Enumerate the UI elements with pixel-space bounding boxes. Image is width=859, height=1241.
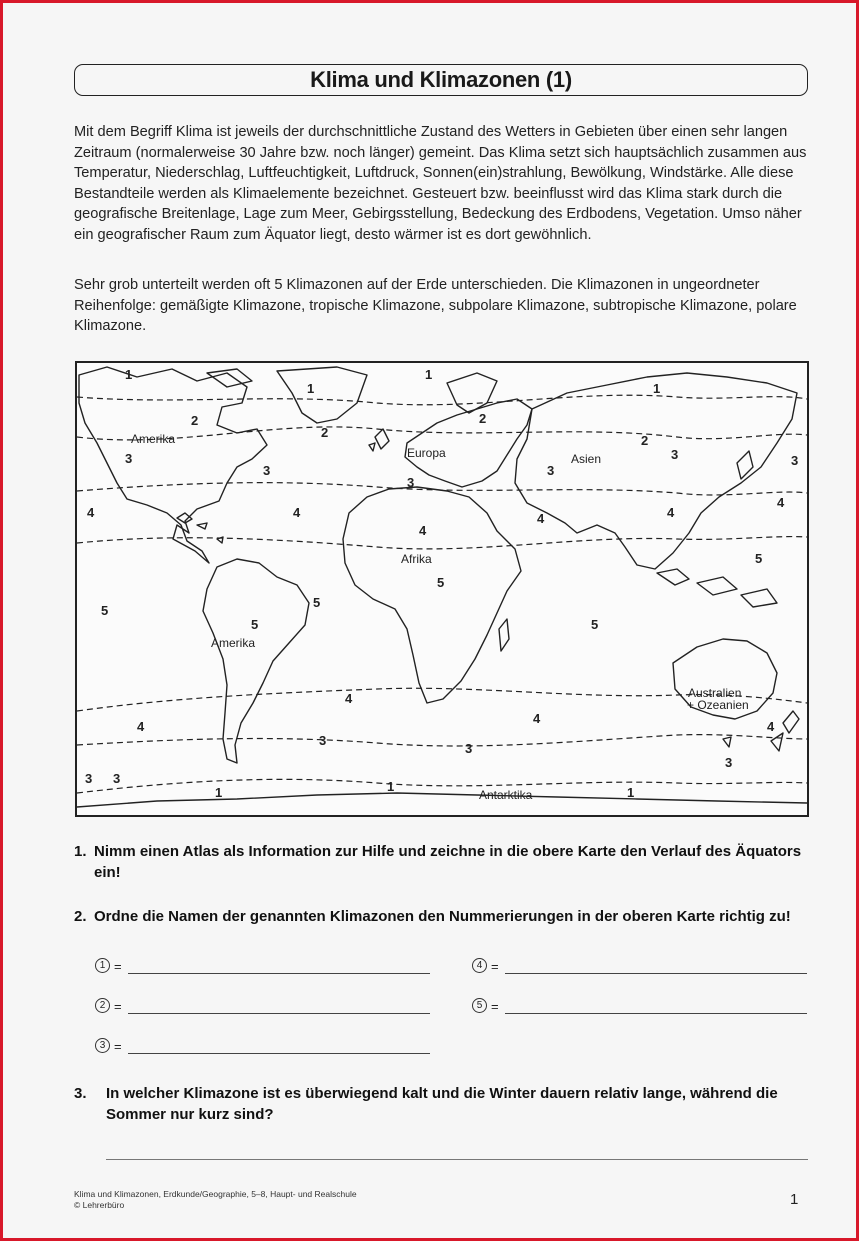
answer-line-1[interactable] xyxy=(128,972,430,974)
intro-paragraph-2: Sehr grob unterteilt werden oft 5 Klimazonen auf der Erde unterschieden. Die Klimazonen in ungeordneter Reihenfolge: gemäßigte Klimazone, tropische Klimazone, subpolare Klimazone, subtropische Klimazone, polare Klimazone. xyxy=(74,277,797,335)
label-oceania: + Ozeanien xyxy=(687,698,749,712)
zone-number: 5 xyxy=(755,551,763,566)
label-antarctica: Antarktika xyxy=(479,788,533,802)
answer-number-2: 2 xyxy=(95,998,110,1013)
footer xyxy=(74,1189,357,1211)
climate-zone-map xyxy=(75,361,809,817)
answer-row-1 xyxy=(95,954,430,976)
boundary-line-7 xyxy=(77,779,807,793)
zone-number: 5 xyxy=(591,617,599,632)
zone-number: 4 xyxy=(345,691,353,706)
answer-row-3 xyxy=(95,1034,430,1056)
question-1 xyxy=(74,841,814,883)
zone-number: 5 xyxy=(313,595,321,610)
new-zealand-outline xyxy=(771,711,799,751)
answer-equals: = xyxy=(491,999,499,1014)
answer-equals: = xyxy=(114,999,122,1014)
britain-outline xyxy=(369,429,389,451)
question-1-text: Nimm einen Atlas als Information zur Hilfe und zeichne in die obere Karte den Verlauf des Äquators ein! xyxy=(94,843,802,881)
zone-number: 4 xyxy=(767,719,775,734)
question-1-number: 1. xyxy=(74,843,87,860)
answer-line-2[interactable] xyxy=(128,1012,430,1014)
answer-row-2 xyxy=(95,994,430,1016)
zone-number: 3 xyxy=(791,453,799,468)
north-america-outline xyxy=(79,367,267,563)
zone-number: 4 xyxy=(537,511,545,526)
label-south-america: Amerika xyxy=(211,636,256,650)
scandinavia-outline xyxy=(447,373,497,413)
zone-number: 1 xyxy=(653,381,661,396)
zone-number: 4 xyxy=(533,711,541,726)
zone-number: 4 xyxy=(137,719,145,734)
zone-number: 3 xyxy=(319,733,327,748)
zone-number: 3 xyxy=(113,771,121,786)
zone-number: 2 xyxy=(641,433,649,448)
zone-number: 5 xyxy=(437,575,445,590)
question-3-answer-line[interactable] xyxy=(106,1159,808,1160)
zone-number: 1 xyxy=(215,785,223,800)
answer-number-1: 1 xyxy=(95,958,110,973)
answer-number-5: 5 xyxy=(472,998,487,1013)
answer-number-4: 4 xyxy=(472,958,487,973)
question-2-number: 2. xyxy=(74,908,87,925)
zone-number: 5 xyxy=(101,603,109,618)
footer-copyright: © Lehrerbüro xyxy=(74,1200,125,1210)
zone-number: 3 xyxy=(125,451,133,466)
boundary-line-3 xyxy=(77,483,807,495)
indonesia-outline xyxy=(657,569,777,607)
zone-number: 2 xyxy=(479,411,487,426)
tasmania-outline xyxy=(723,737,731,747)
antarctica-outline xyxy=(77,793,807,807)
zone-number: 5 xyxy=(251,617,259,632)
africa-outline xyxy=(343,487,521,703)
zone-number: 4 xyxy=(667,505,675,520)
world-map-svg xyxy=(77,363,807,815)
caribbean-islands-outline xyxy=(177,513,223,543)
continent-labels xyxy=(131,432,749,802)
greenland-outline xyxy=(277,367,367,423)
title-box xyxy=(74,64,808,96)
answer-number-3: 3 xyxy=(95,1038,110,1053)
label-asia: Asien xyxy=(571,452,602,466)
answer-line-3[interactable] xyxy=(128,1052,430,1054)
answer-equals: = xyxy=(114,1039,122,1054)
zone-number: 2 xyxy=(321,425,329,440)
boundary-line-1 xyxy=(77,395,807,405)
question-2 xyxy=(74,906,814,927)
answer-line-5[interactable] xyxy=(505,1012,807,1014)
label-europe: Europa xyxy=(407,446,446,460)
zone-number: 1 xyxy=(387,779,395,794)
answer-row-4 xyxy=(472,954,807,976)
zone-number: 2 xyxy=(191,413,199,428)
answer-equals: = xyxy=(491,959,499,974)
zone-number: 3 xyxy=(725,755,733,770)
answer-line-4[interactable] xyxy=(505,972,807,974)
zone-number: 3 xyxy=(547,463,555,478)
zone-number: 1 xyxy=(125,367,133,382)
south-america-outline xyxy=(203,559,309,763)
zone-number: 4 xyxy=(87,505,95,520)
asia-outline xyxy=(515,373,797,569)
zone-number: 3 xyxy=(407,475,415,490)
boundary-line-6 xyxy=(77,735,807,746)
label-africa: Afrika xyxy=(401,552,432,566)
question-3-number: 3. xyxy=(74,1085,87,1102)
zone-number: 3 xyxy=(263,463,271,478)
zone-number: 3 xyxy=(465,741,473,756)
label-australia: Australien xyxy=(688,686,742,700)
footer-source: Klima und Klimazonen, Erdkunde/Geographie, 5–8, Haupt- und Realschule xyxy=(74,1189,357,1199)
question-3-text: In welcher Klimazone ist es überwiegend kalt und die Winter dauern relativ lange, während die Sommer nur kurz sind? xyxy=(106,1085,778,1123)
zone-number: 3 xyxy=(85,771,93,786)
page-number: 1 xyxy=(790,1191,799,1208)
boundary-line-2 xyxy=(77,427,807,440)
intro-paragraph-1: Mit dem Begriff Klima ist jeweils der durchschnittliche Zustand des Wetters in Gebieten über einen sehr langen Zeitraum (normalerweise 30 Jahre bzw. noch länger) gemeint. Das Klima setzt sich hauptsächlich zusammen aus Temperatur, Niederschlag, Luftfeuchtigkeit, Luftdruck, Sonnen(ein)strahlung, Bewölkung, Windstärke. Alle diese Bestandteile werden als Klimaelemente bezeichnet. Gesteuert bzw. beeinflusst wird das Klima stark durch die geografische Breitenlage, Lage zum Meer, Gebirgsstellung, Bedeckung des Erdbodens, Vegetation. Umso näher ein geografischer Raum zum Äquator liegt, desto wärmer ist es dort gewöhnlich. xyxy=(74,124,807,243)
page-title: Klima und Klimazonen (1) xyxy=(310,67,572,92)
zone-number: 4 xyxy=(419,523,427,538)
answer-row-5 xyxy=(472,994,807,1016)
zone-number: 4 xyxy=(777,495,785,510)
question-3 xyxy=(74,1083,814,1125)
label-north-america: Amerika xyxy=(131,432,176,446)
zone-number: 4 xyxy=(293,505,301,520)
arctic-island-outline xyxy=(207,369,252,387)
answer-equals: = xyxy=(114,959,122,974)
zone-number: 1 xyxy=(627,785,635,800)
zone-number: 3 xyxy=(671,447,679,462)
question-2-text: Ordne die Namen der genannten Klimazonen den Nummerierungen in der oberen Karte richtig zu! xyxy=(94,908,791,925)
zone-number: 1 xyxy=(425,367,433,382)
madagascar-outline xyxy=(499,619,509,651)
zone-number: 1 xyxy=(307,381,315,396)
